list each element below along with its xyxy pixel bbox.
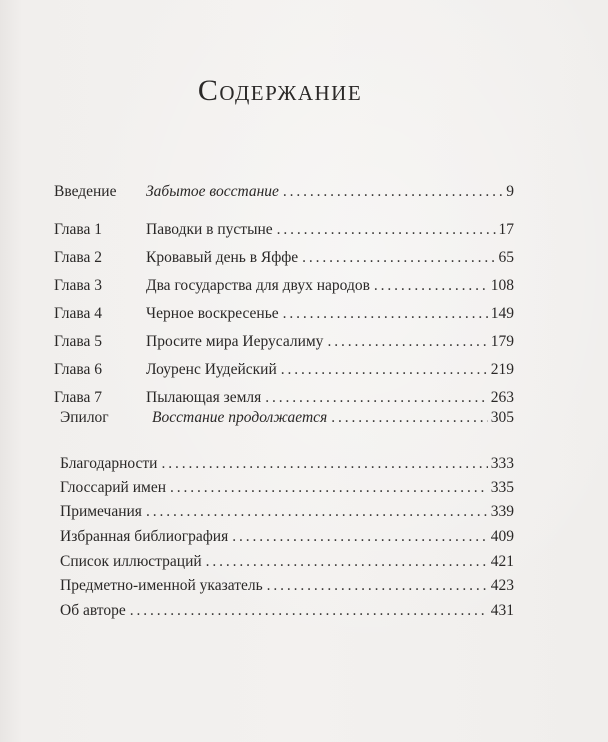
toc-leader bbox=[327, 330, 487, 354]
toc-title: Забытое восстание bbox=[146, 183, 279, 200]
toc-label: Глава 6 bbox=[54, 361, 103, 378]
toc-label: Глава 4 bbox=[54, 305, 103, 322]
toc-leader bbox=[146, 500, 488, 524]
toc-row-intro bbox=[0, 180, 608, 204]
toc-leader bbox=[206, 550, 488, 574]
toc-page: 108 bbox=[490, 277, 514, 294]
toc-row-chapter bbox=[0, 274, 608, 298]
toc-page: 339 bbox=[490, 503, 514, 520]
toc-title: Пылающая земля bbox=[146, 389, 262, 406]
toc-page: 335 bbox=[490, 479, 514, 496]
toc-row-chapter bbox=[0, 246, 608, 270]
toc-entry bbox=[146, 180, 514, 204]
toc-row-backmatter bbox=[0, 500, 608, 524]
toc-page: 409 bbox=[490, 528, 514, 545]
toc-page: 333 bbox=[490, 455, 514, 472]
toc-title: Просите мира Иерусалиму bbox=[146, 333, 324, 350]
toc-leader bbox=[170, 476, 488, 500]
toc-row-chapter bbox=[0, 358, 608, 382]
toc-row-backmatter bbox=[0, 452, 608, 476]
toc-title: Избранная библиография bbox=[60, 528, 229, 545]
toc-title: Паводки в пустыне bbox=[146, 221, 273, 238]
toc-title: Лоуренс Иудейский bbox=[146, 361, 277, 378]
toc-row-chapter bbox=[0, 218, 608, 242]
toc-label: Глава 7 bbox=[54, 389, 103, 406]
toc-row-backmatter bbox=[0, 574, 608, 598]
toc-page: 305 bbox=[490, 409, 514, 426]
toc-leader bbox=[161, 452, 487, 476]
toc-leader bbox=[281, 358, 488, 382]
toc-leader bbox=[267, 574, 488, 598]
toc-entry bbox=[146, 330, 514, 354]
toc-entry bbox=[146, 302, 514, 326]
toc-page: 263 bbox=[490, 389, 514, 406]
toc-row-backmatter bbox=[0, 525, 608, 549]
toc-page: 219 bbox=[490, 361, 514, 378]
toc-title: Два государства для двух народов bbox=[146, 277, 370, 294]
toc-entry bbox=[60, 452, 514, 476]
toc-title: Предметно-именной указатель bbox=[60, 577, 263, 594]
toc-page: 423 bbox=[490, 577, 514, 594]
toc-page: 9 bbox=[506, 183, 514, 200]
toc-leader bbox=[283, 302, 488, 326]
toc-title: Черное воскресенье bbox=[146, 305, 279, 322]
toc-page: 149 bbox=[490, 305, 514, 322]
toc-label: Глава 2 bbox=[54, 249, 103, 266]
toc-title: Список иллюстраций bbox=[60, 553, 202, 570]
toc-title: Примечания bbox=[60, 503, 142, 520]
toc-entry bbox=[152, 406, 514, 430]
toc-page: 421 bbox=[490, 553, 514, 570]
toc-entry bbox=[146, 246, 514, 270]
toc-title: Восстание продолжается bbox=[152, 409, 328, 426]
toc-entry bbox=[60, 476, 514, 500]
toc-title: Об авторе bbox=[60, 602, 126, 619]
toc-entry bbox=[146, 274, 514, 298]
toc-label: Глава 5 bbox=[54, 333, 103, 350]
toc-row-backmatter bbox=[0, 476, 608, 500]
toc-leader bbox=[331, 406, 488, 430]
toc-row-epilogue bbox=[0, 406, 608, 430]
toc-label: Эпилог bbox=[60, 409, 109, 426]
toc-title: Благодарности bbox=[60, 455, 158, 472]
toc-page: 179 bbox=[490, 333, 514, 350]
toc-title: Кровавый день в Яффе bbox=[146, 249, 299, 266]
toc-entry bbox=[60, 525, 514, 549]
toc-entry bbox=[60, 599, 514, 623]
toc-row-chapter bbox=[0, 330, 608, 354]
toc-leader bbox=[130, 599, 488, 623]
toc-entry bbox=[146, 358, 514, 382]
toc-row-backmatter bbox=[0, 599, 608, 623]
toc-label: Введение bbox=[54, 183, 117, 200]
toc-leader bbox=[302, 246, 495, 270]
toc-leader bbox=[232, 525, 488, 549]
toc-leader bbox=[283, 180, 503, 204]
toc-page: 65 bbox=[498, 249, 514, 266]
toc-entry bbox=[146, 218, 514, 242]
toc-entry bbox=[60, 574, 514, 598]
toc-leader bbox=[277, 218, 496, 242]
toc-row-backmatter bbox=[0, 550, 608, 574]
toc-row-chapter bbox=[0, 302, 608, 326]
toc-leader bbox=[374, 274, 488, 298]
toc-label: Глава 3 bbox=[54, 277, 103, 294]
toc-entry bbox=[60, 550, 514, 574]
toc-entry bbox=[60, 500, 514, 524]
toc-title: Глоссарий имен bbox=[60, 479, 166, 496]
toc-page: 17 bbox=[498, 221, 514, 238]
page-title: Содержание bbox=[197, 74, 363, 107]
toc-label: Глава 1 bbox=[54, 221, 103, 238]
toc-page: 431 bbox=[490, 602, 514, 619]
